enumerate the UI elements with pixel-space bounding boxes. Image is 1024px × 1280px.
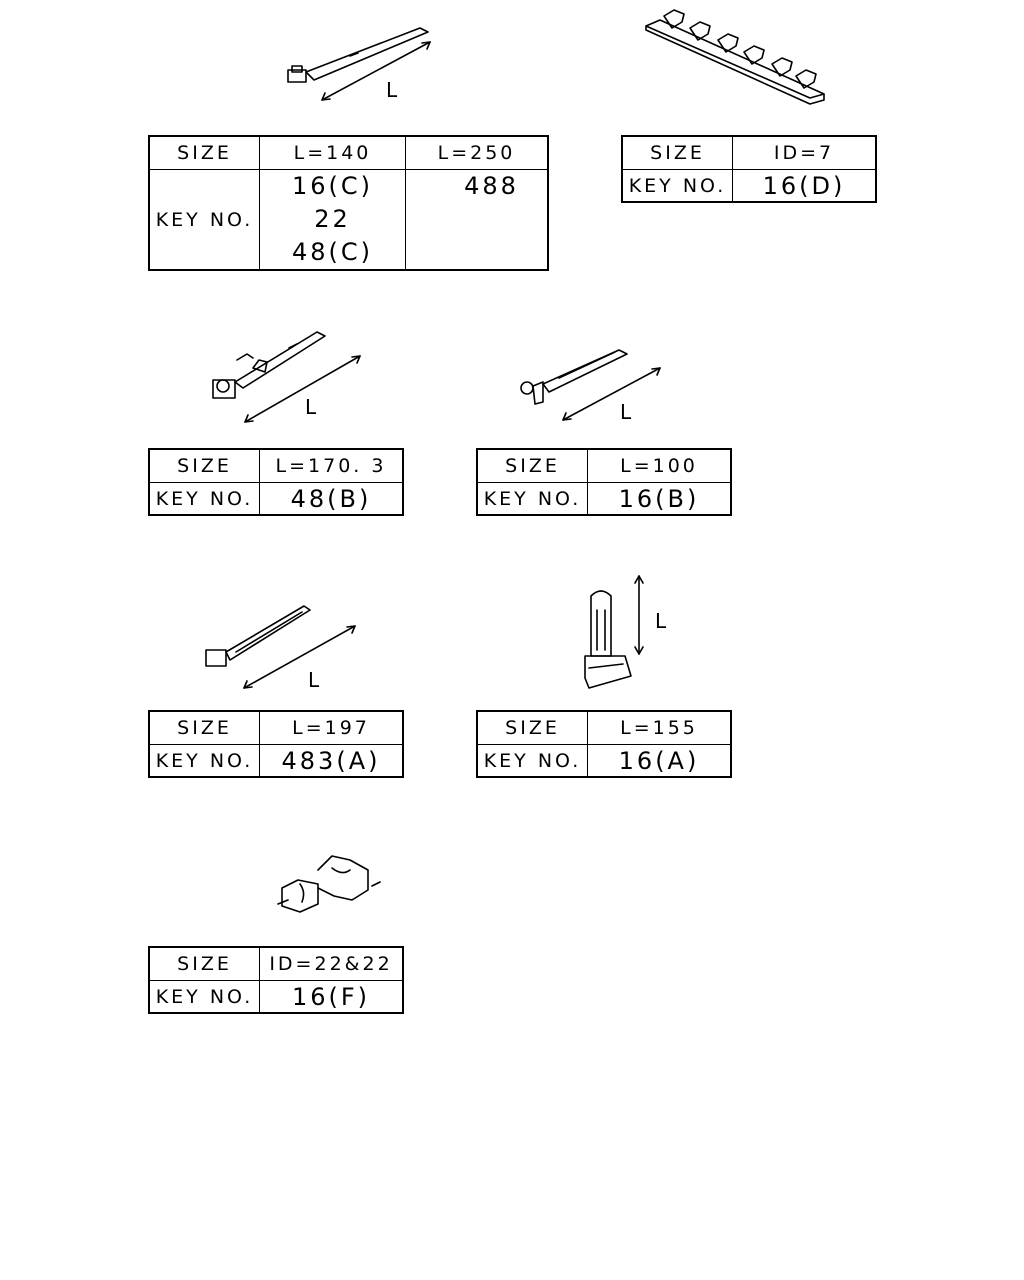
size-value: L=197 xyxy=(260,711,404,745)
size-value: L=100 xyxy=(588,449,732,483)
dimension-label: L xyxy=(386,78,398,102)
size-value: L=250 xyxy=(406,136,549,170)
key-no-cell xyxy=(406,170,549,271)
cable-tie-drawing-3 xyxy=(515,340,665,425)
spec-table-2 xyxy=(621,135,877,203)
size-value: ID=22&22 xyxy=(260,947,404,981)
dimension-label: L xyxy=(620,400,632,424)
size-header: SIZE xyxy=(477,449,588,483)
key-no-value: 48(C) xyxy=(291,238,374,266)
size-header: SIZE xyxy=(477,711,588,745)
saddle-clip-strip-drawing xyxy=(640,8,830,118)
spec-table-7 xyxy=(148,946,404,1014)
size-header: SIZE xyxy=(149,449,260,483)
key-no-header: KEY NO. xyxy=(149,170,260,271)
double-clamp-clip-drawing xyxy=(272,848,382,923)
spec-table-4 xyxy=(476,448,732,516)
key-no-value: 16(C) xyxy=(291,172,374,200)
key-no-value: 22 xyxy=(314,205,351,233)
size-header: SIZE xyxy=(149,136,260,170)
size-value: L=170. 3 xyxy=(260,449,404,483)
spec-table-6 xyxy=(476,710,732,778)
key-no-value: 483(A) xyxy=(260,745,404,778)
key-no-value: 16(F) xyxy=(260,981,404,1014)
spec-table-5 xyxy=(148,710,404,778)
key-no-header: KEY NO. xyxy=(149,745,260,778)
key-no-header: KEY NO. xyxy=(477,483,588,516)
key-no-header: KEY NO. xyxy=(477,745,588,778)
key-no-value: 16(B) xyxy=(588,483,732,516)
spec-table-1 xyxy=(148,135,549,271)
size-header: SIZE xyxy=(149,947,260,981)
dimension-label: L xyxy=(655,609,667,633)
cable-tie-drawing-1 xyxy=(280,20,450,110)
spec-table-3 xyxy=(148,448,404,516)
key-no-header: KEY NO. xyxy=(622,170,733,203)
key-no-header: KEY NO. xyxy=(149,981,260,1014)
key-no-value: 16(A) xyxy=(588,745,732,778)
size-value: L=140 xyxy=(260,136,406,170)
key-no-value: 48(B) xyxy=(260,483,404,516)
size-header: SIZE xyxy=(149,711,260,745)
dimension-label: L xyxy=(308,668,320,692)
key-no-header: KEY NO. xyxy=(149,483,260,516)
key-no-value: 16(D) xyxy=(733,170,877,203)
size-value: ID=7 xyxy=(733,136,877,170)
size-value: L=155 xyxy=(588,711,732,745)
key-no-cell xyxy=(260,170,406,271)
vertical-clip-drawing xyxy=(575,570,655,700)
cable-tie-drawing-2 xyxy=(205,320,370,430)
size-header: SIZE xyxy=(622,136,733,170)
key-no-value: 488 xyxy=(464,172,519,200)
cable-tie-drawing-4 xyxy=(200,598,360,693)
dimension-label: L xyxy=(305,395,317,419)
